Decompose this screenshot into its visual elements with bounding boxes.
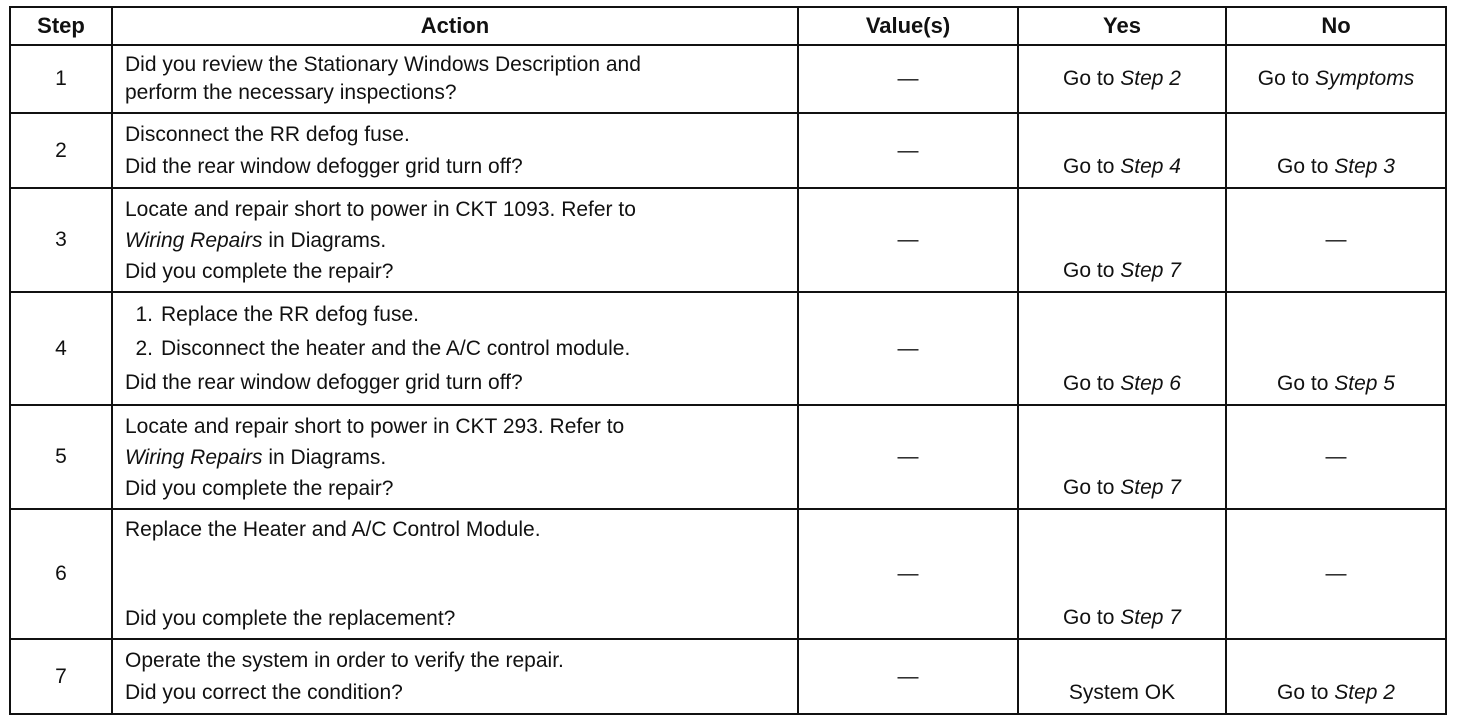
table-row [10, 45, 1446, 113]
step-number: 5 [10, 405, 112, 509]
item-number: 2. [135, 337, 153, 360]
action-line: Did you complete the replacement? [125, 607, 456, 630]
value-cell: — [798, 292, 1018, 405]
yes-cell [1018, 188, 1226, 292]
value-cell: — [798, 45, 1018, 113]
action-line: Did you complete the repair? [125, 477, 394, 500]
diagnostic-table [9, 6, 1447, 715]
yes-prefix: Go to [1063, 372, 1115, 395]
yes-prefix: Go to [1063, 476, 1115, 499]
action-cell [112, 509, 798, 639]
action-cell [112, 292, 798, 405]
item-text: Disconnect the heater and the A/C control module. [161, 337, 631, 360]
header-values: Value(s) [798, 7, 1018, 45]
no-cell [1226, 113, 1446, 188]
table-row [10, 509, 1446, 639]
action-line: Did you correct the condition? [125, 681, 403, 704]
no-cell [1226, 45, 1446, 113]
action-line: Did you complete the repair? [125, 260, 394, 283]
no-cell: — [1226, 405, 1446, 509]
value-cell: — [798, 509, 1018, 639]
value-cell: — [798, 188, 1018, 292]
step-number: 2 [10, 113, 112, 188]
no-cell [1226, 639, 1446, 714]
header-step: Step [10, 7, 112, 45]
no-prefix: Go to [1277, 681, 1329, 704]
spacer [125, 545, 785, 604]
no-link[interactable]: Symptoms [1315, 67, 1415, 90]
yes-prefix: Go to [1063, 606, 1115, 629]
value-cell: — [798, 405, 1018, 509]
no-link[interactable]: Step 5 [1334, 372, 1395, 395]
yes-link[interactable]: Step 7 [1120, 476, 1181, 499]
numbered-item [125, 332, 785, 366]
no-prefix: Go to [1277, 155, 1329, 178]
ref-suffix: in Diagrams. [268, 446, 387, 469]
yes-cell [1018, 639, 1226, 714]
yes-link[interactable]: Step 7 [1120, 606, 1181, 629]
wiring-repairs-ref[interactable]: Wiring Repairs [125, 229, 263, 252]
no-link[interactable]: Step 2 [1334, 681, 1395, 704]
system-ok: System OK [1068, 681, 1176, 704]
step-number: 1 [10, 45, 112, 113]
table-row [10, 639, 1446, 714]
item-text: Replace the RR defog fuse. [161, 303, 419, 326]
action-line [125, 442, 785, 473]
value-cell: — [798, 639, 1018, 714]
yes-link[interactable]: Step 7 [1120, 259, 1181, 282]
no-link[interactable]: Step 3 [1334, 155, 1395, 178]
numbered-item [125, 298, 785, 332]
action-line: Locate and repair short to power in CKT 293. Refer to [125, 415, 625, 438]
no-prefix: Go to [1257, 67, 1310, 90]
action-cell [112, 188, 798, 292]
yes-link[interactable]: Step 6 [1120, 372, 1181, 395]
no-cell: — [1226, 188, 1446, 292]
table-row [10, 292, 1446, 405]
no-cell [1226, 292, 1446, 405]
step-number: 4 [10, 292, 112, 405]
action-cell [112, 639, 798, 714]
action-line: Operate the system in order to verify the repair. [125, 649, 564, 672]
yes-cell [1018, 405, 1226, 509]
no-prefix: Go to [1277, 372, 1329, 395]
no-cell: — [1226, 509, 1446, 639]
yes-prefix: Go to [1063, 155, 1115, 178]
yes-prefix: Go to [1063, 259, 1115, 282]
wiring-repairs-ref[interactable]: Wiring Repairs [125, 446, 263, 469]
table-row [10, 188, 1446, 292]
action-line: Disconnect the RR defog fuse. [125, 123, 410, 146]
header-action: Action [112, 7, 798, 45]
step-number: 6 [10, 509, 112, 639]
step-number: 7 [10, 639, 112, 714]
action-line: Did you review the Stationary Windows Description and [125, 53, 641, 76]
yes-cell [1018, 292, 1226, 405]
yes-cell [1018, 113, 1226, 188]
header-yes: Yes [1018, 7, 1226, 45]
yes-cell [1018, 509, 1226, 639]
item-number: 1. [135, 303, 153, 326]
ref-suffix: in Diagrams. [268, 229, 387, 252]
action-line: Did the rear window defogger grid turn off? [125, 155, 523, 178]
header-no: No [1226, 7, 1446, 45]
action-line: Replace the Heater and A/C Control Module. [125, 518, 541, 541]
table-row [10, 113, 1446, 188]
yes-prefix: Go to [1063, 67, 1115, 90]
action-line: Did the rear window defogger grid turn off? [125, 371, 523, 394]
action-line: Locate and repair short to power in CKT 1093. Refer to [125, 198, 636, 221]
table-row [10, 405, 1446, 509]
action-cell [112, 113, 798, 188]
yes-link[interactable]: Step 2 [1120, 67, 1181, 90]
action-line: perform the necessary inspections? [125, 81, 457, 104]
action-cell [112, 405, 798, 509]
value-cell: — [798, 113, 1018, 188]
header-row [10, 7, 1446, 45]
action-cell [112, 45, 798, 113]
step-number: 3 [10, 188, 112, 292]
yes-link[interactable]: Step 4 [1120, 155, 1181, 178]
action-line [125, 225, 785, 256]
yes-cell [1018, 45, 1226, 113]
